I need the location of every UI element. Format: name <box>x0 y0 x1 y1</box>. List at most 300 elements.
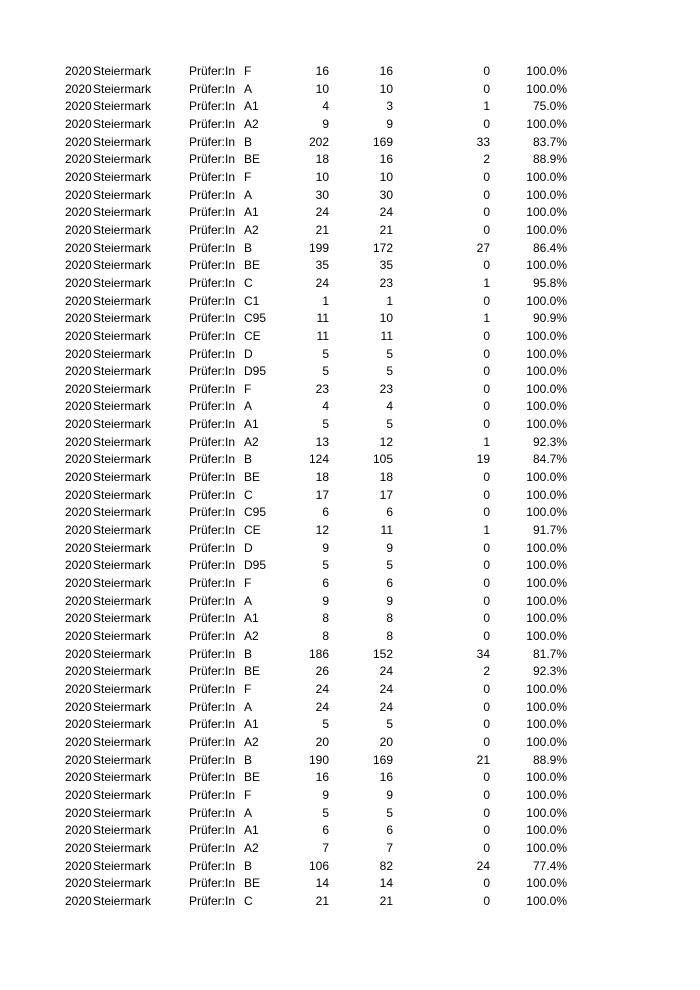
cell-license-class: D <box>244 540 253 555</box>
cell-pass-rate: 100.0% <box>526 576 567 591</box>
cell-license-class: F <box>244 681 252 696</box>
table-row <box>0 469 700 487</box>
cell-failed: 0 <box>483 169 490 184</box>
cell-region: Steiermark <box>93 576 152 591</box>
cell-examiner: Prüfer:In <box>189 152 236 167</box>
cell-passed: 7 <box>386 840 393 855</box>
cell-year: 2020 <box>65 187 92 202</box>
cell-passed: 5 <box>386 558 393 573</box>
cell-failed: 0 <box>483 805 490 820</box>
cell-license-class: F <box>244 576 252 591</box>
cell-passed: 152 <box>372 646 393 661</box>
cell-pass-rate: 95.8% <box>532 275 567 290</box>
cell-passed: 12 <box>379 434 393 449</box>
cell-failed: 0 <box>483 823 490 838</box>
cell-passed: 30 <box>379 187 393 202</box>
cell-total: 6 <box>322 823 329 838</box>
cell-examiner: Prüfer:In <box>189 611 236 626</box>
cell-year: 2020 <box>65 593 92 608</box>
table-row <box>0 116 700 134</box>
cell-year: 2020 <box>65 752 92 767</box>
cell-total: 24 <box>315 205 329 220</box>
cell-license-class: A <box>244 805 253 820</box>
cell-pass-rate: 100.0% <box>526 840 567 855</box>
table-row <box>0 540 700 558</box>
cell-passed: 1 <box>386 293 393 308</box>
table-row <box>0 822 700 840</box>
cell-passed: 82 <box>379 858 393 873</box>
table-row <box>0 63 700 81</box>
cell-license-class: A1 <box>244 417 259 432</box>
cell-examiner: Prüfer:In <box>189 681 236 696</box>
cell-passed: 9 <box>386 540 393 555</box>
cell-region: Steiermark <box>93 293 152 308</box>
cell-region: Steiermark <box>93 805 152 820</box>
cell-examiner: Prüfer:In <box>189 734 236 749</box>
cell-region: Steiermark <box>93 311 152 326</box>
cell-pass-rate: 88.9% <box>532 152 567 167</box>
cell-pass-rate: 100.0% <box>526 222 567 237</box>
cell-year: 2020 <box>65 523 92 538</box>
cell-examiner: Prüfer:In <box>189 311 236 326</box>
cell-passed: 18 <box>379 470 393 485</box>
table-row <box>0 504 700 522</box>
table-row <box>0 752 700 770</box>
cell-total: 20 <box>315 734 329 749</box>
cell-pass-rate: 100.0% <box>526 593 567 608</box>
cell-examiner: Prüfer:In <box>189 576 236 591</box>
cell-total: 35 <box>315 258 329 273</box>
cell-pass-rate: 90.9% <box>532 311 567 326</box>
cell-region: Steiermark <box>93 523 152 538</box>
cell-examiner: Prüfer:In <box>189 134 236 149</box>
cell-failed: 0 <box>483 770 490 785</box>
table-row <box>0 187 700 205</box>
cell-failed: 0 <box>483 540 490 555</box>
cell-total: 1 <box>322 293 329 308</box>
cell-examiner: Prüfer:In <box>189 169 236 184</box>
cell-year: 2020 <box>65 293 92 308</box>
cell-total: 9 <box>322 787 329 802</box>
cell-year: 2020 <box>65 805 92 820</box>
cell-passed: 14 <box>379 876 393 891</box>
cell-failed: 19 <box>476 452 490 467</box>
cell-license-class: B <box>244 452 253 467</box>
cell-total: 5 <box>322 805 329 820</box>
cell-pass-rate: 100.0% <box>526 505 567 520</box>
cell-region: Steiermark <box>93 558 152 573</box>
cell-license-class: A1 <box>244 99 259 114</box>
cell-pass-rate: 77.4% <box>532 858 567 873</box>
cell-pass-rate: 100.0% <box>526 258 567 273</box>
cell-region: Steiermark <box>93 770 152 785</box>
cell-total: 26 <box>315 664 329 679</box>
cell-license-class: F <box>244 169 252 184</box>
cell-license-class: A <box>244 81 253 96</box>
cell-year: 2020 <box>65 840 92 855</box>
cell-failed: 0 <box>483 840 490 855</box>
table-row <box>0 858 700 876</box>
cell-year: 2020 <box>65 646 92 661</box>
cell-year: 2020 <box>65 576 92 591</box>
cell-region: Steiermark <box>93 364 152 379</box>
cell-pass-rate: 100.0% <box>526 681 567 696</box>
table-row <box>0 716 700 734</box>
cell-region: Steiermark <box>93 593 152 608</box>
cell-examiner: Prüfer:In <box>189 840 236 855</box>
cell-passed: 4 <box>386 399 393 414</box>
cell-passed: 11 <box>380 523 393 538</box>
cell-license-class: C95 <box>244 505 267 520</box>
cell-year: 2020 <box>65 734 92 749</box>
cell-failed: 1 <box>483 523 490 538</box>
cell-region: Steiermark <box>93 629 152 643</box>
table-row <box>0 398 700 416</box>
cell-total: 4 <box>322 399 329 414</box>
cell-year: 2020 <box>65 346 92 361</box>
table-row <box>0 681 700 699</box>
cell-pass-rate: 100.0% <box>526 381 567 396</box>
cell-examiner: Prüfer:In <box>189 629 236 643</box>
cell-passed: 169 <box>372 752 393 767</box>
cell-total: 5 <box>322 717 329 732</box>
cell-total: 18 <box>315 470 329 485</box>
cell-failed: 0 <box>483 699 490 714</box>
cell-total: 24 <box>315 275 329 290</box>
cell-total: 10 <box>315 169 329 184</box>
cell-license-class: B <box>244 752 253 767</box>
cell-total: 190 <box>308 752 329 767</box>
cell-year: 2020 <box>65 558 92 573</box>
cell-failed: 0 <box>483 293 490 308</box>
cell-pass-rate: 75.0% <box>532 99 567 114</box>
cell-failed: 0 <box>483 558 490 573</box>
cell-pass-rate: 100.0% <box>526 893 567 908</box>
cell-total: 9 <box>322 593 329 608</box>
cell-region: Steiermark <box>93 858 152 873</box>
cell-passed: 8 <box>386 629 393 643</box>
cell-failed: 0 <box>483 258 490 273</box>
cell-region: Steiermark <box>93 169 152 184</box>
cell-total: 11 <box>316 311 329 326</box>
cell-passed: 24 <box>379 681 393 696</box>
cell-failed: 24 <box>476 858 490 873</box>
cell-license-class: A <box>244 187 253 202</box>
table-row <box>0 416 700 434</box>
cell-license-class: BE <box>244 876 261 891</box>
table-row <box>0 293 700 311</box>
cell-year: 2020 <box>65 876 92 891</box>
cell-pass-rate: 100.0% <box>526 116 567 131</box>
cell-examiner: Prüfer:In <box>189 770 236 785</box>
cell-region: Steiermark <box>93 205 152 220</box>
cell-total: 16 <box>315 64 329 78</box>
cell-total: 9 <box>322 540 329 555</box>
cell-license-class: BE <box>244 258 261 273</box>
cell-license-class: A2 <box>244 222 259 237</box>
cell-passed: 16 <box>379 152 393 167</box>
table-row <box>0 151 700 169</box>
cell-failed: 34 <box>476 646 490 661</box>
cell-total: 5 <box>322 346 329 361</box>
cell-examiner: Prüfer:In <box>189 699 236 714</box>
table-row <box>0 646 700 664</box>
cell-total: 4 <box>322 99 329 114</box>
cell-total: 5 <box>322 364 329 379</box>
cell-total: 14 <box>315 876 329 891</box>
cell-passed: 6 <box>386 576 393 591</box>
cell-examiner: Prüfer:In <box>189 116 236 131</box>
cell-examiner: Prüfer:In <box>189 452 236 467</box>
table-row <box>0 98 700 116</box>
cell-passed: 23 <box>379 381 393 396</box>
cell-examiner: Prüfer:In <box>189 187 236 202</box>
cell-examiner: Prüfer:In <box>189 240 236 255</box>
cell-pass-rate: 100.0% <box>526 487 567 502</box>
cell-license-class: CE <box>244 328 261 343</box>
cell-pass-rate: 100.0% <box>526 540 567 555</box>
cell-examiner: Prüfer:In <box>189 893 236 908</box>
cell-pass-rate: 100.0% <box>526 470 567 485</box>
cell-pass-rate: 86.4% <box>532 240 567 255</box>
cell-year: 2020 <box>65 152 92 167</box>
cell-pass-rate: 100.0% <box>526 558 567 573</box>
cell-failed: 0 <box>483 187 490 202</box>
table-row <box>0 734 700 752</box>
cell-region: Steiermark <box>93 452 152 467</box>
cell-license-class: C <box>244 275 253 290</box>
cell-region: Steiermark <box>93 840 152 855</box>
cell-total: 8 <box>322 611 329 626</box>
table-row <box>0 610 700 628</box>
table-row <box>0 275 700 293</box>
cell-failed: 0 <box>483 717 490 732</box>
cell-pass-rate: 100.0% <box>526 399 567 414</box>
cell-examiner: Prüfer:In <box>189 823 236 838</box>
table-row <box>0 434 700 452</box>
cell-license-class: BE <box>244 152 261 167</box>
cell-total: 16 <box>315 770 329 785</box>
cell-year: 2020 <box>65 681 92 696</box>
cell-total: 18 <box>315 152 329 167</box>
cell-failed: 1 <box>483 434 490 449</box>
cell-examiner: Prüfer:In <box>189 787 236 802</box>
cell-license-class: A <box>244 699 253 714</box>
cell-region: Steiermark <box>93 823 152 838</box>
cell-region: Steiermark <box>93 699 152 714</box>
cell-passed: 6 <box>386 823 393 838</box>
cell-total: 5 <box>322 558 329 573</box>
cell-region: Steiermark <box>93 470 152 485</box>
table-row <box>0 222 700 240</box>
cell-region: Steiermark <box>93 505 152 520</box>
cell-passed: 10 <box>379 169 393 184</box>
cell-pass-rate: 100.0% <box>526 787 567 802</box>
cell-failed: 0 <box>483 876 490 891</box>
cell-license-class: BE <box>244 770 261 785</box>
cell-total: 21 <box>315 222 329 237</box>
table-row <box>0 240 700 258</box>
cell-license-class: C <box>244 487 253 502</box>
cell-total: 9 <box>322 116 329 131</box>
cell-examiner: Prüfer:In <box>189 275 236 290</box>
cell-license-class: A1 <box>244 205 259 220</box>
cell-passed: 17 <box>379 487 393 502</box>
cell-passed: 10 <box>379 81 393 96</box>
cell-license-class: F <box>244 381 252 396</box>
cell-examiner: Prüfer:In <box>189 417 236 432</box>
table-row <box>0 593 700 611</box>
cell-examiner: Prüfer:In <box>189 752 236 767</box>
cell-year: 2020 <box>65 381 92 396</box>
cell-year: 2020 <box>65 240 92 255</box>
cell-license-class: B <box>244 240 253 255</box>
cell-passed: 9 <box>386 787 393 802</box>
cell-total: 6 <box>322 505 329 520</box>
cell-total: 124 <box>308 452 329 467</box>
cell-region: Steiermark <box>93 540 152 555</box>
cell-failed: 0 <box>483 222 490 237</box>
cell-passed: 8 <box>386 611 393 626</box>
cell-region: Steiermark <box>93 81 152 96</box>
cell-examiner: Prüfer:In <box>189 505 236 520</box>
cell-passed: 9 <box>386 593 393 608</box>
cell-total: 24 <box>315 699 329 714</box>
cell-license-class: A1 <box>244 823 259 838</box>
cell-pass-rate: 100.0% <box>526 611 567 626</box>
cell-failed: 0 <box>483 328 490 343</box>
cell-license-class: F <box>244 64 252 78</box>
cell-total: 17 <box>315 487 329 502</box>
cell-license-class: BE <box>244 664 261 679</box>
cell-year: 2020 <box>65 487 92 502</box>
cell-pass-rate: 91.7% <box>532 523 567 538</box>
cell-total: 199 <box>308 240 329 255</box>
cell-region: Steiermark <box>93 381 152 396</box>
cell-pass-rate: 84.7% <box>532 452 567 467</box>
cell-failed: 1 <box>483 99 490 114</box>
cell-examiner: Prüfer:In <box>189 593 236 608</box>
cell-passed: 5 <box>386 417 393 432</box>
cell-failed: 0 <box>483 81 490 96</box>
cell-region: Steiermark <box>93 240 152 255</box>
cell-failed: 33 <box>476 134 490 149</box>
cell-examiner: Prüfer:In <box>189 81 236 96</box>
cell-failed: 0 <box>483 470 490 485</box>
cell-failed: 2 <box>483 152 490 167</box>
cell-region: Steiermark <box>93 681 152 696</box>
cell-failed: 27 <box>476 240 490 255</box>
cell-total: 10 <box>315 81 329 96</box>
cell-pass-rate: 88.9% <box>532 752 567 767</box>
cell-passed: 169 <box>372 134 393 149</box>
cell-examiner: Prüfer:In <box>189 99 236 114</box>
cell-passed: 9 <box>386 116 393 131</box>
table-row <box>0 557 700 575</box>
cell-region: Steiermark <box>93 275 152 290</box>
cell-failed: 0 <box>483 505 490 520</box>
cell-passed: 16 <box>379 770 393 785</box>
cell-year: 2020 <box>65 858 92 873</box>
cell-region: Steiermark <box>93 152 152 167</box>
cell-region: Steiermark <box>93 187 152 202</box>
cell-region: Steiermark <box>93 487 152 502</box>
cell-license-class: C1 <box>244 293 260 308</box>
cell-year: 2020 <box>65 470 92 485</box>
cell-passed: 172 <box>372 240 393 255</box>
cell-region: Steiermark <box>93 346 152 361</box>
cell-examiner: Prüfer:In <box>189 805 236 820</box>
cell-total: 30 <box>315 187 329 202</box>
cell-examiner: Prüfer:In <box>189 364 236 379</box>
cell-pass-rate: 100.0% <box>526 876 567 891</box>
cell-region: Steiermark <box>93 99 152 114</box>
cell-pass-rate: 100.0% <box>526 187 567 202</box>
cell-region: Steiermark <box>93 417 152 432</box>
cell-region: Steiermark <box>93 893 152 908</box>
cell-failed: 0 <box>483 629 490 643</box>
table-row <box>0 328 700 346</box>
cell-pass-rate: 100.0% <box>526 328 567 343</box>
cell-region: Steiermark <box>93 64 152 78</box>
cell-region: Steiermark <box>93 876 152 891</box>
cell-passed: 5 <box>386 805 393 820</box>
cell-total: 8 <box>322 629 329 643</box>
table-row <box>0 575 700 593</box>
cell-license-class: A <box>244 399 253 414</box>
table-row <box>0 134 700 152</box>
cell-pass-rate: 92.3% <box>532 664 567 679</box>
cell-examiner: Prüfer:In <box>189 205 236 220</box>
cell-license-class: D <box>244 346 253 361</box>
cell-region: Steiermark <box>93 752 152 767</box>
cell-examiner: Prüfer:In <box>189 858 236 873</box>
cell-examiner: Prüfer:In <box>189 222 236 237</box>
cell-total: 12 <box>315 523 329 538</box>
data-table <box>0 63 700 911</box>
cell-total: 21 <box>315 893 329 908</box>
cell-license-class: A2 <box>244 434 259 449</box>
table-row <box>0 663 700 681</box>
table-row <box>0 451 700 469</box>
cell-pass-rate: 100.0% <box>526 823 567 838</box>
cell-passed: 5 <box>386 717 393 732</box>
cell-passed: 105 <box>372 452 393 467</box>
cell-failed: 0 <box>483 399 490 414</box>
cell-examiner: Prüfer:In <box>189 399 236 414</box>
cell-passed: 5 <box>386 364 393 379</box>
cell-license-class: D95 <box>244 558 267 573</box>
cell-examiner: Prüfer:In <box>189 646 236 661</box>
table-row <box>0 169 700 187</box>
cell-total: 186 <box>308 646 329 661</box>
cell-failed: 2 <box>483 664 490 679</box>
table-row <box>0 257 700 275</box>
cell-year: 2020 <box>65 205 92 220</box>
cell-pass-rate: 92.3% <box>532 434 567 449</box>
cell-total: 23 <box>315 381 329 396</box>
cell-examiner: Prüfer:In <box>189 328 236 343</box>
cell-failed: 0 <box>483 787 490 802</box>
cell-passed: 10 <box>379 311 393 326</box>
cell-year: 2020 <box>65 64 92 78</box>
cell-pass-rate: 81.7% <box>532 646 567 661</box>
cell-year: 2020 <box>65 328 92 343</box>
cell-year: 2020 <box>65 417 92 432</box>
cell-passed: 20 <box>379 734 393 749</box>
cell-year: 2020 <box>65 222 92 237</box>
cell-region: Steiermark <box>93 434 152 449</box>
